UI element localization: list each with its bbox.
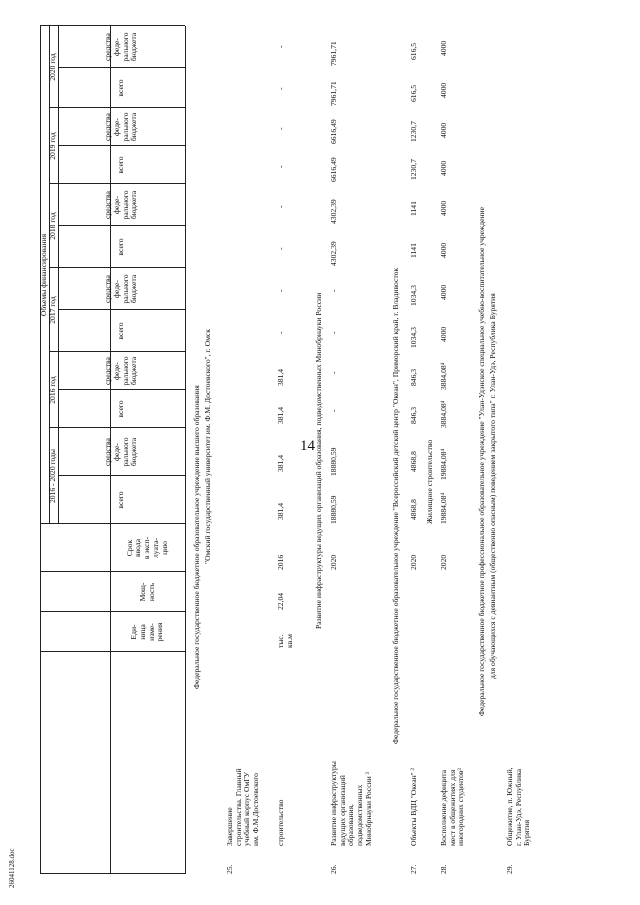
row-27-year: 2020: [409, 554, 418, 570]
row-25-value: -: [276, 205, 285, 208]
header-commission-year: Срок ввода в эксп- луата- цию: [124, 536, 169, 560]
row-28-value: 19884,08⁴: [439, 448, 448, 480]
row-27-value: 4868,8: [409, 451, 418, 472]
row-27-value: 1230,7: [409, 121, 418, 142]
row-26-value: 6616,49: [329, 119, 338, 144]
row-25-value: -: [276, 127, 285, 130]
row-26-value: -: [329, 409, 338, 412]
section-infrastructure-title: Развитие инфраструктуры ведущих организаций образования, подведомственных Минобрнауки России: [314, 292, 323, 629]
header-federal: средства феде- рального бюджета: [103, 190, 139, 220]
row-27-value: 846,3: [409, 368, 418, 386]
row-25-value: -: [276, 289, 285, 292]
header-period-2020: 2020 год: [48, 53, 58, 81]
row-27-value: 846,3: [409, 406, 418, 424]
row-28-value: 4000: [439, 160, 448, 176]
row-25-value: 381,4: [276, 368, 285, 386]
row-25-value: 381,4: [276, 406, 285, 424]
section-ulan-ude-title: Федеральное государственное бюджетное профессиональное образовательное учреждение "Улан-Удэнское специальное учебно-воспитательное учреждение: [477, 207, 486, 716]
row-28-value: 4000: [439, 242, 448, 258]
row-27-number: 27.: [409, 864, 418, 874]
section-housing-title: Жилищное строительство: [425, 439, 434, 524]
row-27-value: 1141: [409, 201, 418, 216]
row-26-value: 4302,39: [329, 199, 338, 224]
row-25-name-cont: строительство: [276, 799, 285, 846]
header-total: всего: [116, 238, 126, 256]
header-federal: средства феде- рального бюджета: [103, 437, 139, 467]
page-number: 14: [300, 438, 315, 454]
row-25-value: 381,4: [276, 454, 285, 472]
row-28-value: 19884,08⁴: [439, 492, 448, 524]
section-ulan-ude-subtitle: для обучающихся с девиантным (общественно опасным) поведением закрытого типа" г. Улан-Удэ, Республика Бурятия: [488, 293, 497, 679]
row-26-value: 4302,39: [329, 241, 338, 266]
row-28-value: 4000: [439, 200, 448, 216]
row-28-value: 3884,08⁴: [439, 362, 448, 390]
row-28-value: 4000: [439, 122, 448, 138]
row-28-value: 4000: [439, 82, 448, 98]
row-28-value: 4000: [439, 284, 448, 300]
header-unit: Еди- ница изме- рения: [129, 622, 165, 642]
header-period-2019: 2019 год: [48, 132, 58, 160]
row-25-name: Завершение строительства. Главный учебный корпус ОмГУ им. Ф.М.Достоевского: [225, 768, 261, 846]
row-25-value: -: [276, 45, 285, 48]
header-total: всего: [116, 491, 126, 509]
section-ocean-title: Федеральное государственное бюджетное образовательное учреждение "Всероссийский детский центр "Океан", Приморский край, г. Владивосток: [391, 267, 400, 744]
section-omsk-subtitle: "Омский государственный университет им. Ф.М. Достоевского", г. Омск: [203, 329, 212, 564]
row-25-value: -: [276, 165, 285, 168]
section-omsk-title: Федеральное государственное бюджетное образовательное учреждение высшего образования: [192, 385, 201, 689]
header-period-2017: 2017 год: [48, 296, 58, 324]
row-26-value: 18880,59: [329, 495, 338, 524]
row-27-value: 1141: [409, 243, 418, 258]
row-28-number: 28.: [439, 864, 448, 874]
header-total: всего: [116, 156, 126, 174]
row-27-value: 1230,7: [409, 159, 418, 180]
row-26-value: 6616,49: [329, 157, 338, 182]
row-25-unit: тыс. кв.м: [276, 634, 294, 648]
row-26-year: 2020: [329, 554, 338, 570]
row-26-value: 18880,59: [329, 447, 338, 476]
row-25-value: 381,4: [276, 502, 285, 520]
header-federal: средства феде- рального бюджета: [103, 356, 139, 386]
grid-line: [40, 873, 185, 874]
row-29-number: 29.: [505, 864, 514, 874]
row-27-value: 1034,3: [409, 285, 418, 306]
header-total: всего: [116, 322, 126, 340]
header-funding: Объемы финансирования: [39, 233, 49, 317]
row-27-value: 1034,3: [409, 327, 418, 348]
grid-line: [185, 26, 186, 874]
row-29-name: Общежитие, п. Южный, г. Улан-Удэ, Республика Бурятия: [505, 767, 532, 846]
row-27-value: 616,5: [409, 84, 418, 102]
row-25-number: 25.: [225, 864, 234, 874]
header-period-2016: 2016 год: [48, 376, 58, 404]
header-period-2016-2020: 2016 - 2020 годы: [48, 448, 58, 504]
row-25-capacity: 22,04: [276, 592, 285, 610]
row-27-value: 616,5: [409, 42, 418, 60]
row-27-value: 4868,8: [409, 499, 418, 520]
row-28-name: Восполнение дефицита мест в общежитиях для иногородних студентов³: [439, 768, 466, 846]
header-federal: средства феде- рального бюджета: [103, 32, 139, 62]
header-period-2018: 2018 год: [48, 212, 58, 240]
row-26-value: 7961,71: [329, 41, 338, 66]
row-27-name: Объекты ВДЦ "Океан" ³: [409, 768, 418, 846]
row-25-value: -: [276, 87, 285, 90]
row-28-year: 2020: [439, 554, 448, 570]
row-26-value: -: [329, 289, 338, 292]
row-25-value: -: [276, 331, 285, 334]
row-26-number: 26.: [329, 864, 338, 874]
header-capacity: Мощ- ность: [137, 582, 156, 602]
row-28-value: 4000: [439, 40, 448, 56]
footer-filename: 26041128.doc: [8, 848, 16, 888]
row-28-value: 3884,08⁴: [439, 400, 448, 428]
row-25-value: -: [276, 247, 285, 250]
header-total: всего: [116, 79, 126, 97]
row-26-value: -: [329, 371, 338, 374]
row-28-value: 4000: [439, 326, 448, 342]
header-federal: средства феде- рального бюджета: [103, 274, 139, 304]
row-26-name: Развитие инфраструктуры ведущих организаций образования, подведомственных Минобрнауки России ³: [329, 761, 373, 846]
row-26-value: -: [329, 331, 338, 334]
row-26-value: 7961,71: [329, 81, 338, 106]
header-total: всего: [116, 400, 126, 418]
row-25-year: 2016: [276, 554, 285, 570]
budget-table: [40, 26, 560, 874]
header-federal: средства феде- рального бюджета: [103, 112, 139, 142]
